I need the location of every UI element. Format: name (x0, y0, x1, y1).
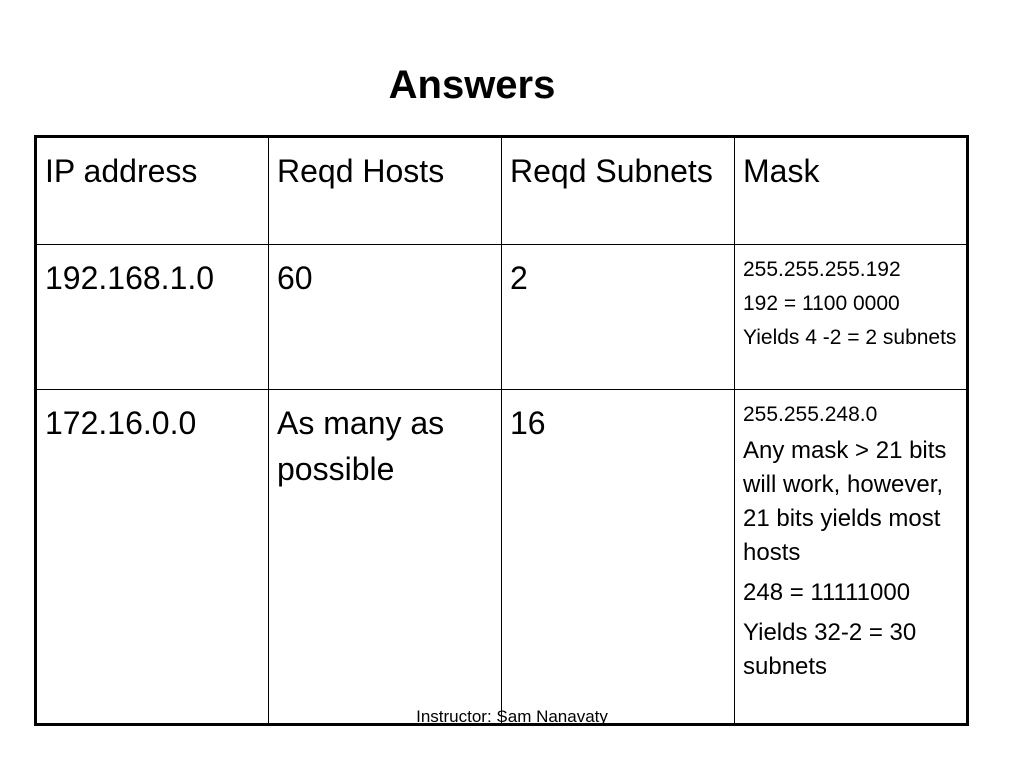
table-row (36, 390, 968, 725)
footer-instructor: Instructor: Sam Nanavaty (416, 707, 608, 726)
header-mask: Mask (735, 137, 968, 245)
mask-binary: 248 = 11111000 (743, 579, 911, 606)
slide-title: Answers (388, 63, 556, 107)
cell-ip: 192.168.1.0 (36, 245, 269, 390)
mask-yield: Yields 32-2 = 30 subnets (743, 619, 917, 680)
cell-hosts: 60 (269, 245, 502, 390)
mask-value: 255.255.255.192 (743, 258, 901, 281)
header-reqd-subnets: Reqd Subnets (502, 137, 735, 245)
table-header-row (36, 137, 968, 245)
mask-note: Any mask > 21 bits will work, however, 21 bits yields most hosts (743, 437, 947, 566)
answers-table (34, 135, 969, 726)
cell-mask (735, 390, 968, 725)
cell-ip: 172.16.0.0 (36, 390, 269, 725)
cell-mask (735, 245, 968, 390)
cell-subnets: 2 (502, 245, 735, 390)
table-row (36, 245, 968, 390)
mask-binary: 192 = 1100 0000 (743, 292, 900, 315)
header-ip-address: IP address (36, 137, 269, 245)
mask-value: 255.255.248.0 (743, 403, 878, 426)
mask-yield: Yields 4 -2 = 2 subnets (743, 326, 957, 349)
cell-hosts: As many as possible (269, 390, 502, 725)
cell-subnets: 16 (502, 390, 735, 725)
header-reqd-hosts: Reqd Hosts (269, 137, 502, 245)
